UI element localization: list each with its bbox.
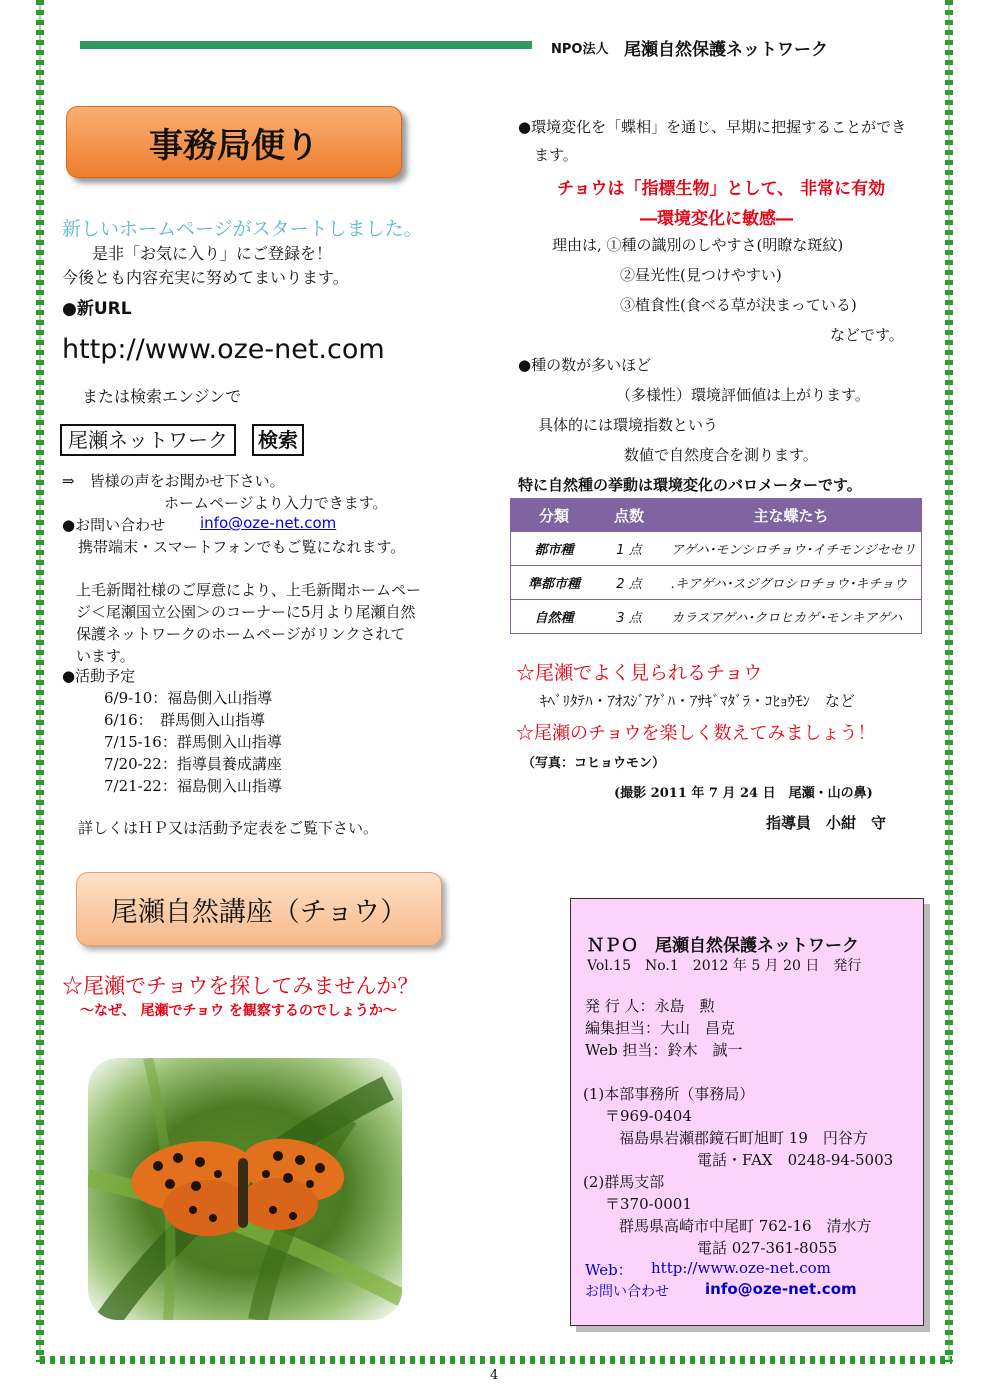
favorite-request: 是非「お気に入り」にご登録を！ bbox=[92, 244, 333, 263]
activity-item: 6/9-10：福島側入山指導 bbox=[104, 689, 273, 707]
table-row bbox=[511, 566, 922, 600]
office-line: 電話・FAX 0248-94-5003 bbox=[697, 1151, 894, 1169]
indicator-statement: チョウは「指標生物」として、 非常に有効 bbox=[557, 179, 886, 199]
commonly-seen-list: ｷﾍﾞﾘﾀﾃﾊ・ｱｵｽｼﾞｱｹﾞﾊ・ｱｻｷﾞﾏﾀﾞﾗ・ｺﾋｮｳﾓﾝ など bbox=[540, 692, 856, 710]
photo-caption: （写真：コヒョウモン） bbox=[522, 756, 666, 771]
barometer-statement: 特に自然種の挙動は環境変化のバロメーターです。 bbox=[518, 476, 862, 494]
reason-line: ②昼光性(見つけやすい) bbox=[620, 266, 782, 284]
diversity-line: 具体的には環境指数という bbox=[538, 416, 719, 434]
butterfly-photo-illustration bbox=[88, 1058, 402, 1320]
table-cell: .キアゲハ･スジグロシロチョウ･キチョウ bbox=[661, 566, 922, 600]
search-button[interactable]: 検索 bbox=[252, 424, 304, 456]
activity-label: ●活動予定 bbox=[62, 667, 136, 685]
header-bar bbox=[80, 41, 532, 49]
details-note: 詳しくはＨＰ又は活動予定表をご覧下さい。 bbox=[78, 819, 379, 837]
box-contact-label: お問い合わせ bbox=[585, 1284, 669, 1300]
diversity-line: （多様性）環境評価値は上がります。 bbox=[616, 386, 870, 404]
search-term-box: 尾瀬ネットワーク bbox=[60, 424, 236, 456]
staff-line: Web 担当：鈴木 誠一 bbox=[585, 1041, 743, 1059]
article-author: 指導員 小紺 守 bbox=[766, 814, 887, 832]
commonly-seen-title: ☆尾瀬でよく見られるチョウ bbox=[516, 662, 763, 684]
table-cell: カラスアゲハ･クロヒカゲ･モンキアゲハ bbox=[661, 600, 922, 634]
reason-line-end: などです。 bbox=[830, 326, 904, 344]
diversity-line: 数値で自然度合を測ります。 bbox=[624, 446, 818, 464]
contact-label: ●お問い合わせ bbox=[62, 516, 166, 534]
jomo-line-1: 上毛新聞社様のご厚意により、上毛新聞ホームペー bbox=[76, 581, 422, 599]
table-header: 分類 bbox=[511, 499, 598, 532]
new-url-link[interactable]: http://www.oze-net.com bbox=[62, 334, 385, 365]
content-note: 今後とも内容充実に努めてまいります。 bbox=[62, 268, 349, 287]
office-line: 電話 027-361-8055 bbox=[697, 1239, 838, 1257]
butterfly-score-table bbox=[510, 498, 922, 634]
table-cell: 3 点 bbox=[597, 600, 661, 634]
photo-credit: (撮影 2011 年 7 月 24 日 尾瀬・山の鼻) bbox=[614, 786, 873, 801]
staff-line: 発 行 人：永島 勲 bbox=[585, 997, 715, 1015]
publisher-title: ＮＰＯ 尾瀬自然保護ネットワーク bbox=[587, 936, 859, 956]
reason-line: 理由は, ①種の識別のしやすさ(明瞭な斑紋) bbox=[552, 236, 844, 254]
mobile-note: 携帯端末・スマートフォンでもご覧になれます。 bbox=[78, 538, 406, 556]
sensitivity-statement: ―環境変化に敏感― bbox=[640, 209, 793, 229]
section-title-nature-course: 尾瀬自然講座（チョウ） bbox=[76, 872, 442, 946]
page-border-bottom bbox=[40, 1356, 952, 1364]
activity-item: 7/15-16：群馬側入山指導 bbox=[104, 733, 282, 751]
activity-item: 7/21-22：福島側入山指導 bbox=[104, 777, 282, 795]
table-cell: 準都市種 bbox=[511, 566, 598, 600]
butterfly-subheadline: ～なぜ、 尾瀬でチョウ を観察するのでしょうか～ bbox=[80, 1003, 397, 1019]
header-org-prefix: NPO法人 bbox=[551, 42, 609, 57]
butterfly-headline: ☆尾瀬でチョウを探してみませんか？ bbox=[62, 974, 419, 998]
issue-info: Vol.15 No.1 2012 年 5 月 20 日 発行 bbox=[587, 958, 862, 974]
table-header: 主な蝶たち bbox=[661, 499, 922, 532]
web-label: Web： bbox=[585, 1261, 633, 1279]
homepage-announcement: 新しいホームページがスタートしました。 bbox=[62, 218, 423, 240]
table-header-row bbox=[511, 499, 922, 532]
new-url-label: ●新URL bbox=[62, 299, 132, 319]
table-row bbox=[511, 600, 922, 634]
section-title-office-news: 事務局便り bbox=[66, 106, 402, 178]
office-line: 〒370-0001 bbox=[605, 1195, 692, 1213]
diversity-line: ●種の数が多いほど bbox=[518, 356, 652, 374]
butterfly-photo bbox=[88, 1058, 402, 1320]
table-cell: 都市種 bbox=[511, 532, 598, 566]
office-line: (1)本部事務所（事務局） bbox=[583, 1085, 755, 1103]
contact-email-link[interactable]: info@oze-net.com bbox=[200, 514, 337, 532]
table-cell: 自然種 bbox=[511, 600, 598, 634]
page-border-left bbox=[36, 0, 44, 1362]
activity-item: 7/20-22：指導員養成講座 bbox=[104, 755, 282, 773]
counting-title: ☆尾瀬のチョウを楽しく数えてみましょう！ bbox=[516, 723, 876, 744]
jomo-line-2: ジ＜尾瀬国立公園＞のコーナーに5月より尾瀬自然 bbox=[76, 603, 416, 621]
box-contact-email[interactable]: info@oze-net.com bbox=[705, 1280, 857, 1298]
table-cell: 2 点 bbox=[597, 566, 661, 600]
jomo-line-3: 保護ネットワークのホームページがリンクされて bbox=[76, 625, 406, 643]
office-line: 福島県岩瀬郡鏡石町旭町 19 円谷方 bbox=[619, 1129, 868, 1147]
activity-item: 6/16： 群馬側入山指導 bbox=[104, 711, 266, 729]
office-line: 群馬県高崎市中尾町 762-16 清水方 bbox=[619, 1217, 872, 1235]
page-number: 4 bbox=[490, 1368, 499, 1383]
table-cell: 1 点 bbox=[597, 532, 661, 566]
header-org-name: 尾瀬自然保護ネットワーク bbox=[624, 40, 828, 60]
table-row bbox=[511, 532, 922, 566]
office-line: 〒969-0404 bbox=[605, 1107, 692, 1125]
web-url-link[interactable]: http://www.oze-net.com bbox=[651, 1259, 831, 1277]
page-border-right bbox=[945, 0, 953, 1362]
search-engine-note: または検索エンジンで bbox=[82, 387, 242, 406]
table-header: 点数 bbox=[597, 499, 661, 532]
right-p1-line2: ます。 bbox=[534, 146, 578, 164]
right-p1-line1: ●環境変化を「蝶相」を通じ、早期に把握することができ bbox=[518, 118, 907, 136]
voice-line-2: ホームページより入力できます。 bbox=[164, 494, 388, 512]
reason-line: ③植食性(食べる草が決まっている) bbox=[620, 296, 857, 314]
office-line: (2)群馬支部 bbox=[583, 1173, 665, 1191]
publication-info-box bbox=[570, 898, 924, 1326]
table-cell: アゲハ･モンシロチョウ･イチモンジセセリ bbox=[661, 532, 922, 566]
staff-line: 編集担当：大山 昌克 bbox=[585, 1019, 736, 1037]
jomo-line-4: います。 bbox=[76, 647, 135, 665]
voice-line-1: ⇒ 皆様の声をお聞かせ下さい。 bbox=[62, 472, 285, 490]
